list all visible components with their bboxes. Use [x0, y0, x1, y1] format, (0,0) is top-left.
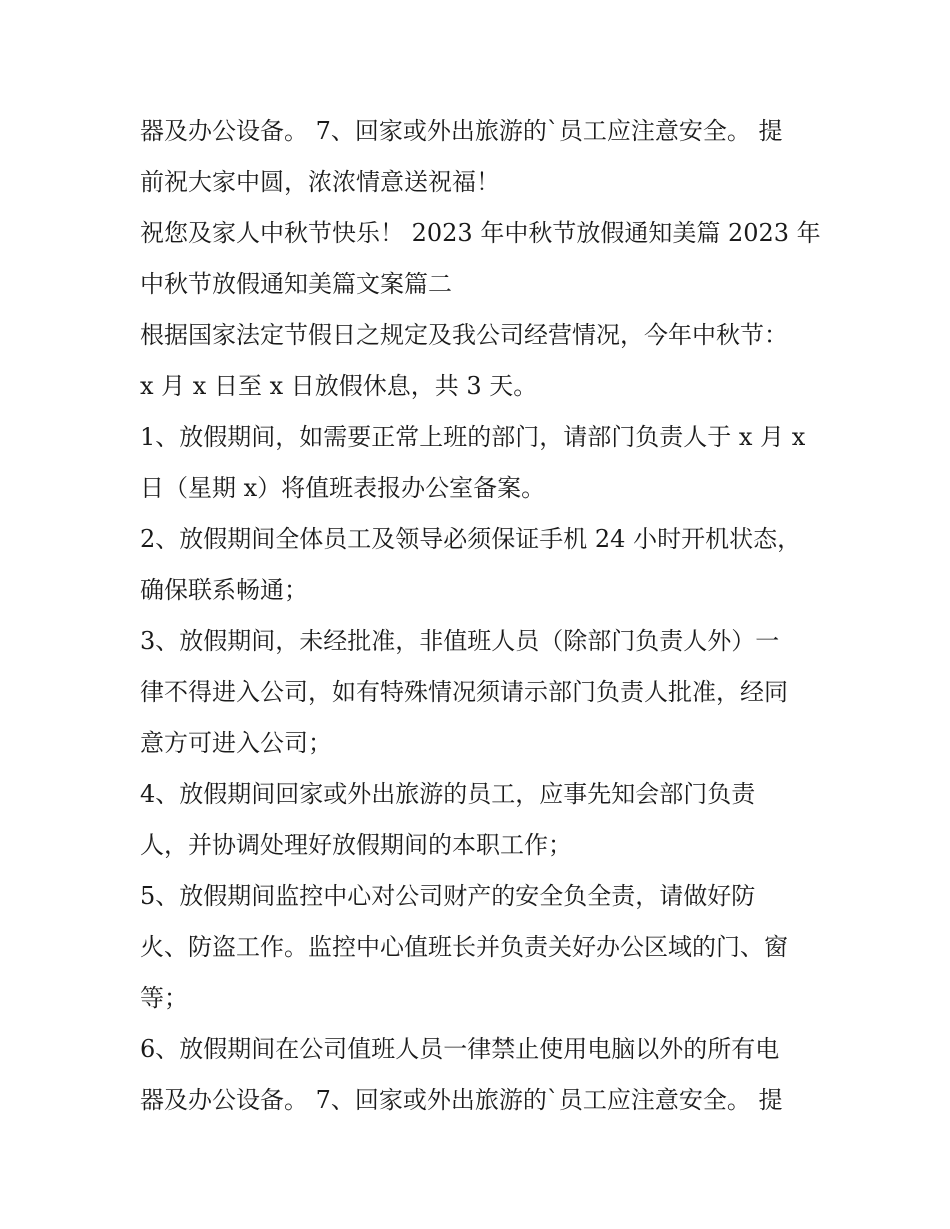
text-line: 律不得进入公司，如有特殊情况须请示部门负责人批准，经同 [140, 678, 788, 706]
text-line: 4、放假期间回家或外出旅游的员工，应事先知会部门负责 [140, 780, 756, 808]
text-line: 器及办公设备。 7、回家或外出旅游的`员工应注意安全。 提 [140, 1086, 783, 1114]
text-line: 日（星期 x）将值班表报办公室备案。 [140, 474, 546, 502]
text-line: 人，并协调处理好放假期间的本职工作； [140, 831, 572, 859]
text-line: 6、放假期间在公司值班人员一律禁止使用电脑以外的所有电 [140, 1035, 780, 1063]
text-line: 3、放假期间，未经批准，非值班人员（除部门负责人外）一 [140, 627, 780, 655]
document-body [140, 106, 830, 1126]
text-line: 中秋节放假通知美篇文案篇二 [140, 270, 452, 298]
text-line: 意方可进入公司； [140, 729, 332, 757]
text-line: 1、放假期间，如需要正常上班的部门，请部门负责人于 x 月 x [140, 423, 806, 451]
text-line: 祝您及家人中秋节快乐！ 2023 年中秋节放假通知美篇 2023 年 [140, 219, 821, 247]
text-line: 2、放假期间全体员工及领导必须保证手机 24 小时开机状态， [140, 525, 802, 553]
text-line: 器及办公设备。 7、回家或外出旅游的`员工应注意安全。 提 [140, 117, 783, 145]
text-line: 确保联系畅通； [140, 576, 308, 604]
text-line: 等； [140, 984, 188, 1012]
text-line: 前祝大家中圆，浓浓情意送祝福！ [140, 168, 500, 196]
text-line: 火、防盗工作。监控中心值班长并负责关好办公区域的门、窗 [140, 933, 788, 961]
text-line: 5、放假期间监控中心对公司财产的安全负全责，请做好防 [140, 882, 756, 910]
text-line: x 月 x 日至 x 日放假休息，共 3 天。 [140, 372, 538, 400]
text-line: 根据国家法定节假日之规定及我公司经营情况，今年中秋节： [140, 321, 788, 349]
